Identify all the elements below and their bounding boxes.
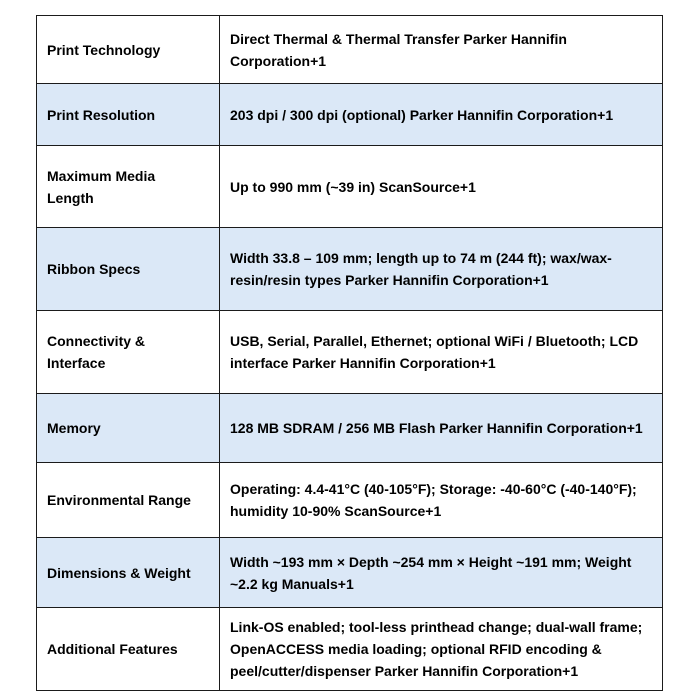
spec-value: Width 33.8 – 109 mm; length up to 74 m (244 ft); wax/wax-resin/resin types Parker Hannifin Corporation+1 [220,228,663,311]
table-row [37,311,663,394]
spec-table-body [37,16,663,691]
table-row [37,538,663,608]
spec-value: 203 dpi / 300 dpi (optional) Parker Hannifin Corporation+1 [220,84,663,146]
table-row [37,228,663,311]
spec-label: Dimensions & Weight [37,538,220,608]
spec-value: Operating: 4.4-41°C (40-105°F); Storage: -40-60°C (-40-140°F); humidity 10-90% ScanSource+1 [220,463,663,538]
spec-value: USB, Serial, Parallel, Ethernet; optional WiFi / Bluetooth; LCD interface Parker Hannifin Corporation+1 [220,311,663,394]
table-row [37,84,663,146]
spec-label: Print Resolution [37,84,220,146]
spec-label: Maximum Media Length [37,146,220,228]
table-row [37,16,663,84]
spec-label: Print Technology [37,16,220,84]
spec-label: Environmental Range [37,463,220,538]
spec-label: Memory [37,394,220,463]
spec-value: Up to 990 mm (~39 in) ScanSource+1 [220,146,663,228]
table-row [37,463,663,538]
spec-value: Direct Thermal & Thermal Transfer Parker Hannifin Corporation+1 [220,16,663,84]
spec-value: Link-OS enabled; tool-less printhead change; dual-wall frame; OpenACCESS media loading; optional RFID encoding & peel/cutter/dispenser Parker Hannifin Corporation+1 [220,608,663,691]
spec-table [36,15,663,691]
table-row [37,608,663,691]
spec-label: Connectivity & Interface [37,311,220,394]
spec-value: Width ~193 mm × Depth ~254 mm × Height ~191 mm; Weight ~2.2 kg Manuals+1 [220,538,663,608]
spec-label: Ribbon Specs [37,228,220,311]
spec-value: 128 MB SDRAM / 256 MB Flash Parker Hannifin Corporation+1 [220,394,663,463]
table-row [37,394,663,463]
spec-label: Additional Features [37,608,220,691]
table-row [37,146,663,228]
